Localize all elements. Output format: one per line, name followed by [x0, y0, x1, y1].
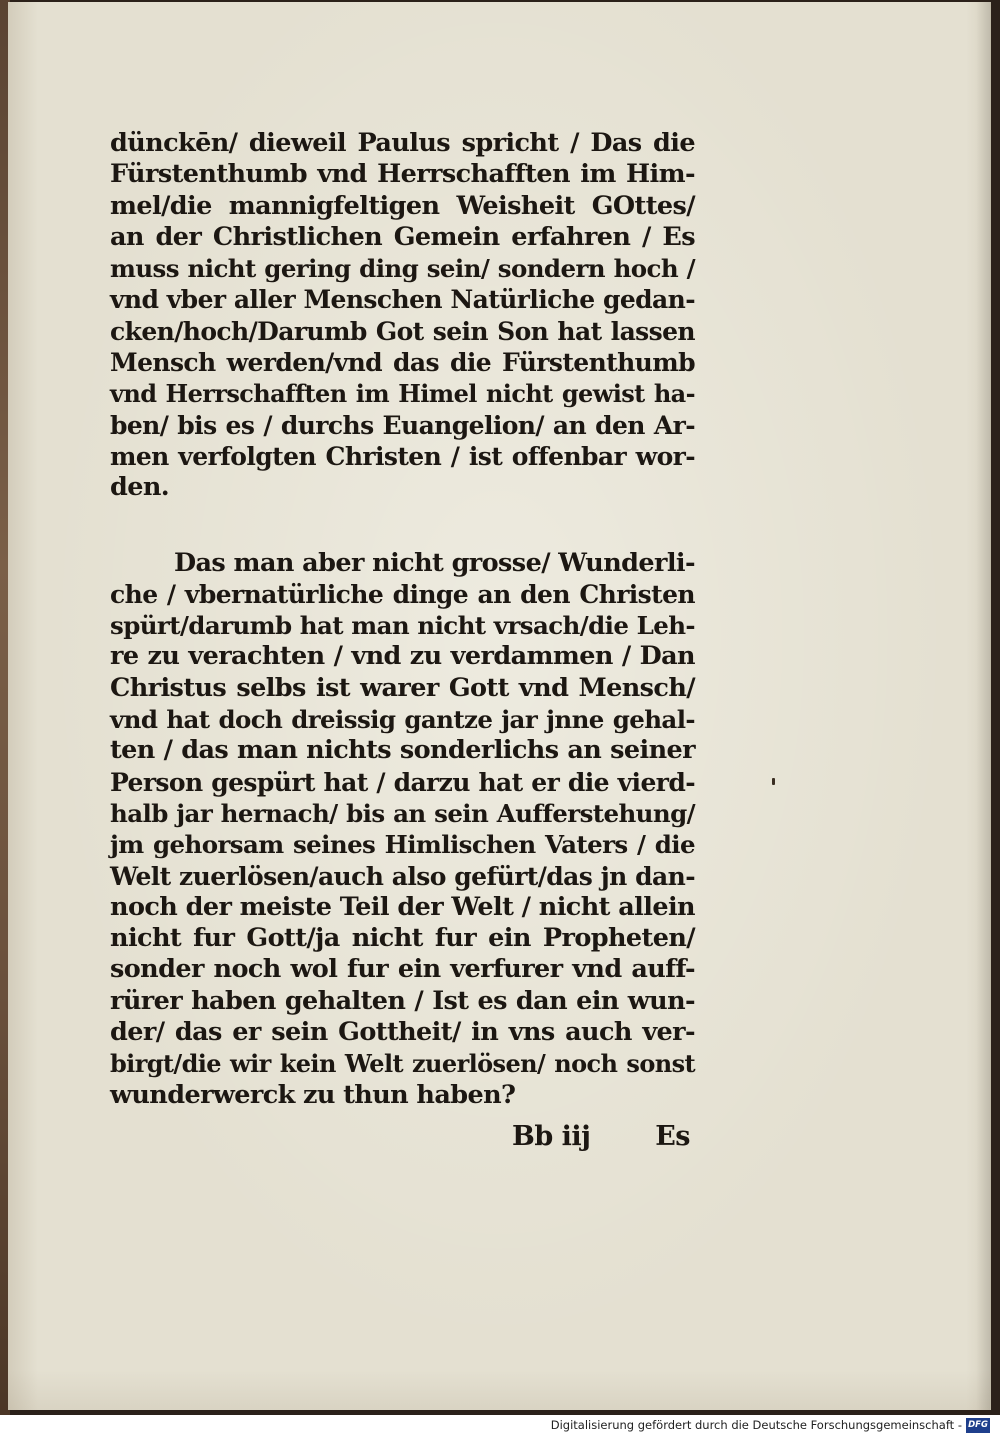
text-line: rürer haben gehalten / Ist es dan ein wun-	[110, 985, 695, 1016]
text-line: Christus selbs ist warer Gott vnd Mensch/	[110, 672, 695, 703]
text-line: vnd hat doch dreissig gantze jar jnne gehal-	[110, 705, 695, 735]
text-line: cken/hoch/Darumb Got sein Son hat lassen	[110, 316, 695, 346]
paper-speck	[772, 778, 775, 785]
text-line: mel/die mannigfeltigen Weisheit GOttes/	[110, 190, 695, 221]
text-line: birgt/die wir kein Welt zuerlösen/ noch sonst	[110, 1049, 695, 1079]
text-line: wunderwerck zu thun haben?	[110, 1079, 516, 1110]
paragraph-gap	[110, 504, 695, 548]
text-line: muss nicht gering ding sein/ sondern hoch /	[110, 254, 695, 284]
text-line: Mensch werden/vnd das die Fürstenthumb	[110, 348, 695, 378]
funding-credit: Digitalisierung gefördert durch die Deutsche Forschungsgemeinschaft -	[550, 1418, 962, 1432]
text-line: vnd vber aller Menschen Natürliche gedan-	[110, 285, 695, 315]
footer-bar	[0, 1415, 1000, 1437]
text-line: ten / das man nichts sonderlichs an seiner	[110, 735, 695, 766]
text-line: an der Christlichen Gemein erfahren / Es	[110, 221, 695, 252]
signature-row	[512, 1119, 690, 1153]
text-line: spürt/darumb hat man nicht vrsach/die Leh-	[110, 611, 695, 641]
text-line: nicht fur Gott/ja nicht fur ein Propheten/	[110, 923, 695, 954]
paragraph-1	[110, 128, 695, 504]
text-line: men verfolgten Christen / ist offenbar wor-	[110, 441, 695, 471]
catchword: Es	[655, 1120, 690, 1152]
text-line: der/ das er sein Gottheit/ in vns auch ver-	[110, 1017, 695, 1048]
dfg-logo-icon: DFG	[966, 1418, 990, 1433]
text-line: dünckēn/ dieweil Paulus spricht / Das die	[110, 128, 695, 158]
text-line: den.	[110, 472, 170, 503]
text-line: ben/ bis es / durchs Euangelion/ an den Ar-	[110, 410, 695, 440]
text-line: Das man aber nicht grosse/ Wunderli-	[174, 547, 695, 578]
text-line: Welt zuerlösen/auch also gefürt/das jn dan-	[110, 861, 695, 891]
text-line: noch der meiste Teil der Welt / nicht allein	[110, 891, 695, 922]
text-line: vnd Herrschafften im Himel nicht gewist ha-	[110, 379, 695, 409]
text-line: re zu verachten / vnd zu verdammen / Dan	[110, 641, 695, 672]
paragraph-2	[110, 548, 695, 1111]
page-edge-shadow	[976, 2, 990, 1410]
text-line: halb jar hernach/ bis an sein Aufferstehung/	[110, 798, 695, 828]
text-line: Person gespürt hat / darzu hat er die vierd-	[110, 767, 695, 797]
text-line: sonder noch wol fur ein verfurer vnd auff-	[110, 954, 695, 985]
signature-mark: Bb iij	[512, 1120, 591, 1152]
page-text	[110, 128, 695, 1111]
text-line: Fürstenthumb vnd Herrschafften im Him-	[110, 159, 695, 190]
text-line: che / vbernatürliche dinge an den Christen	[110, 579, 695, 609]
text-line: jm gehorsam seines Himlischen Vaters / die	[110, 830, 695, 860]
